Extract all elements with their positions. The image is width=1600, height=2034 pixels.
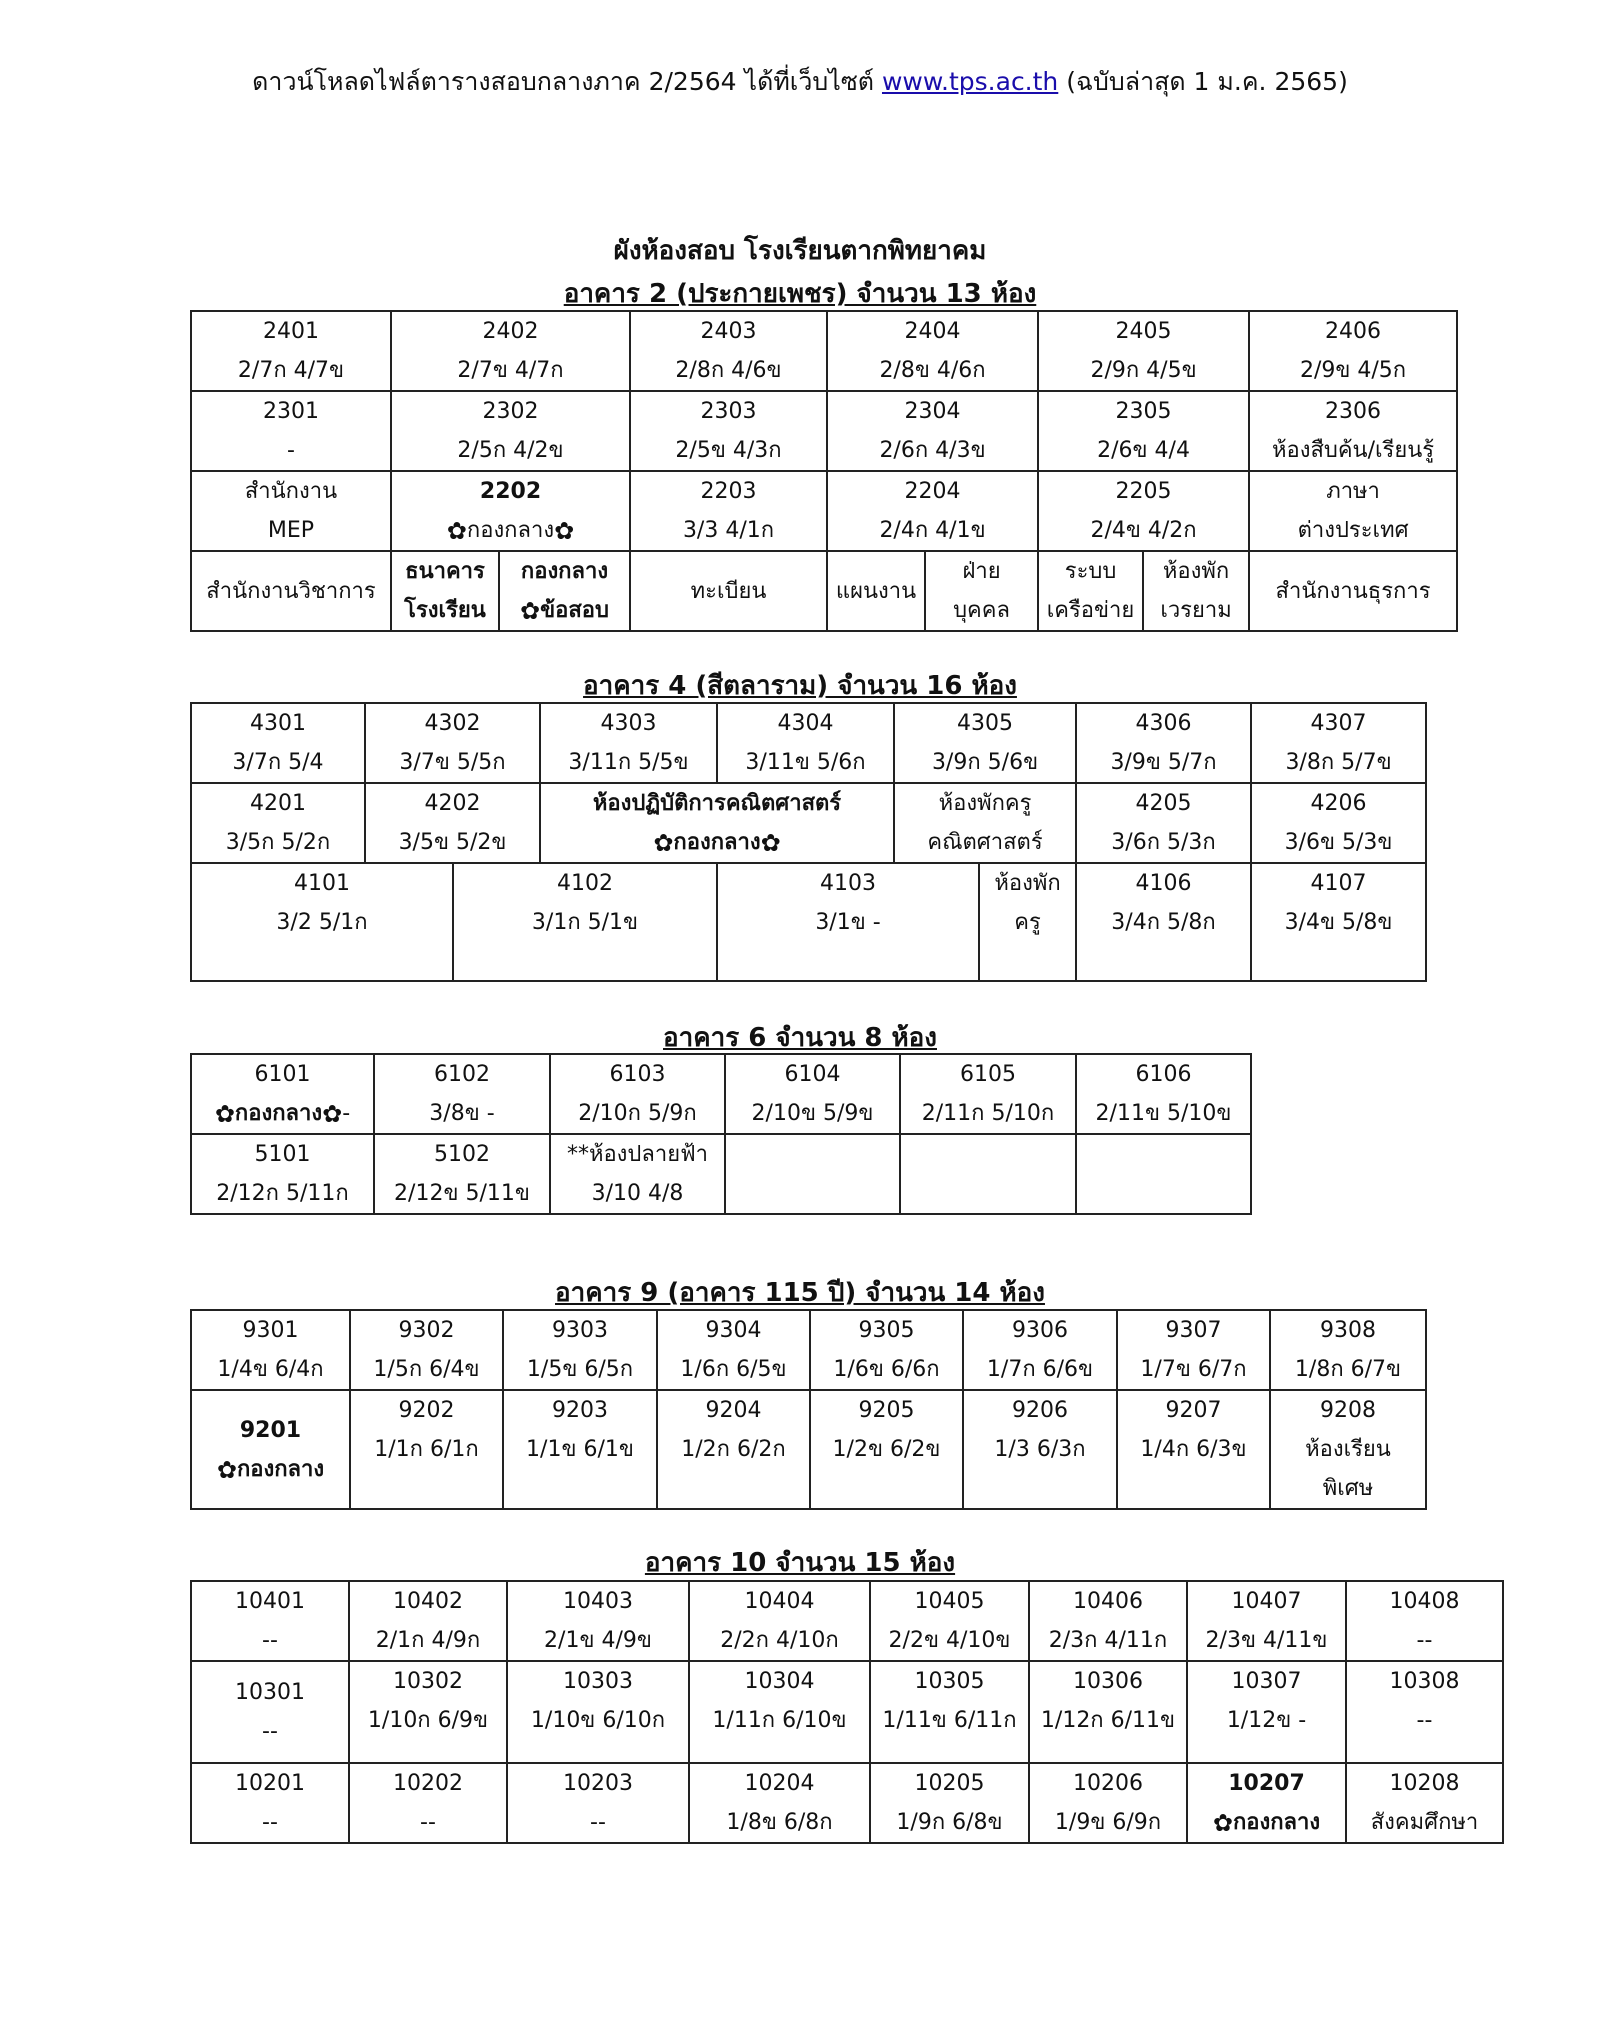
teacher-room-cell: ห้องพักครู คณิตศาสตร์ xyxy=(894,783,1076,863)
room-cell: 4103 3/1ข - xyxy=(717,863,979,981)
room-cell: 2205 2/4ข 4/2ก xyxy=(1038,471,1249,551)
room-cell: 4102 3/1ก 5/1ข xyxy=(453,863,717,981)
gear-icon: ✿ xyxy=(554,517,575,545)
building-9-title: อาคาร 9 (อาคาร 115 ปี) จำนวน 14 ห้อง xyxy=(555,1278,1045,1308)
building-9-table xyxy=(190,1309,1427,1510)
table-row xyxy=(191,1310,1426,1390)
empty-cell xyxy=(1076,1134,1251,1214)
room-cell: 2402 2/7ข 4/7ก xyxy=(391,311,630,391)
download-note xyxy=(0,62,1600,102)
room-cell: 9306 1/7ก 6/6ข xyxy=(963,1310,1117,1390)
room-cell: 9308 1/8ก 6/7ข xyxy=(1270,1310,1426,1390)
office-cell: ฝ่าย บุคคล xyxy=(925,551,1038,631)
room-cell: 2403 2/8ก 4/6ข xyxy=(630,311,827,391)
room-cell: 6102 3/8ข - xyxy=(374,1054,550,1134)
room-cell: 2303 2/5ข 4/3ก xyxy=(630,391,827,471)
table-row xyxy=(191,311,1457,391)
room-cell: 2304 2/6ก 4/3ข xyxy=(827,391,1038,471)
gear-icon: ✿ xyxy=(653,829,674,857)
room-cell: 10202 -- xyxy=(349,1763,507,1843)
room-cell: 9206 1/3 6/3ก xyxy=(963,1390,1117,1509)
math-lab-cell: ห้องปฏิบัติการคณิตศาสตร์ ✿กองกลาง✿ xyxy=(540,783,894,863)
version-note: (ฉบับล่าสุด 1 ม.ค. 2565) xyxy=(1058,67,1348,96)
gear-icon: ✿ xyxy=(1212,1809,1233,1837)
room-cell: 4302 3/7ข 5/5ก xyxy=(365,703,540,783)
room-cell: 10408 -- xyxy=(1346,1581,1503,1661)
building-4-title: อาคาร 4 (สีตลาราม) จำนวน 16 ห้อง xyxy=(583,671,1017,701)
central-room-cell: 6101 ✿กองกลาง✿- xyxy=(191,1054,374,1134)
room-cell: 10305 1/11ข 6/11ก xyxy=(870,1661,1029,1763)
gear-icon: ✿ xyxy=(322,1100,343,1128)
room-cell: 10301 -- xyxy=(191,1661,349,1763)
table-row xyxy=(191,391,1457,471)
table-row xyxy=(191,1581,1503,1661)
room-cell: 6103 2/10ก 5/9ก xyxy=(550,1054,725,1134)
room-cell: 9304 1/6ก 6/5ข xyxy=(657,1310,810,1390)
room-cell: 10206 1/9ข 6/9ก xyxy=(1029,1763,1187,1843)
room-cell: 4106 3/4ก 5/8ก xyxy=(1076,863,1251,981)
room-cell: 10204 1/8ข 6/8ก xyxy=(689,1763,870,1843)
room-cell: 2404 2/8ข 4/6ก xyxy=(827,311,1038,391)
room-cell: 10405 2/2ข 4/10ข xyxy=(870,1581,1029,1661)
table-row xyxy=(191,1661,1503,1763)
office-cell: สำนักงานวิชาการ xyxy=(191,551,391,631)
room-cell: 2302 2/5ก 4/2ข xyxy=(391,391,630,471)
room-cell: 5101 2/12ก 5/11ก xyxy=(191,1134,374,1214)
room-cell: 9203 1/1ข 6/1ข xyxy=(503,1390,657,1509)
building-10-title: อาคาร 10 จำนวน 15 ห้อง xyxy=(644,1548,956,1578)
room-cell: 4307 3/8ก 5/7ข xyxy=(1251,703,1426,783)
room-cell: 4205 3/6ก 5/3ก xyxy=(1076,783,1251,863)
room-cell: 2406 2/9ข 4/5ก xyxy=(1249,311,1457,391)
room-cell: 4101 3/2 5/1ก xyxy=(191,863,453,981)
room-cell: 10404 2/2ก 4/10ก xyxy=(689,1581,870,1661)
table-row xyxy=(191,703,1426,783)
gear-icon: ✿ xyxy=(760,829,781,857)
table-row xyxy=(191,1054,1251,1134)
room-cell: สำนักงาน MEP xyxy=(191,471,391,551)
table-row xyxy=(191,1134,1251,1214)
central-room-cell: 9201 ✿กองกลาง xyxy=(191,1390,350,1509)
room-cell: 10203 -- xyxy=(507,1763,689,1843)
table-row xyxy=(191,1390,1426,1509)
room-cell: 4301 3/7ก 5/4 xyxy=(191,703,365,783)
gear-icon: ✿ xyxy=(520,597,541,625)
room-cell: 4303 3/11ก 5/5ข xyxy=(540,703,717,783)
room-cell: 4206 3/6ข 5/3ข xyxy=(1251,783,1426,863)
room-cell: 2301 - xyxy=(191,391,391,471)
room-cell: 10407 2/3ข 4/11ข xyxy=(1187,1581,1346,1661)
empty-cell xyxy=(900,1134,1076,1214)
table-row xyxy=(191,1763,1503,1843)
room-cell: 10401 -- xyxy=(191,1581,349,1661)
room-cell: 10205 1/9ก 6/8ข xyxy=(870,1763,1029,1843)
room-cell: 9305 1/6ข 6/6ก xyxy=(810,1310,963,1390)
exam-center-cell: กองกลาง ✿ข้อสอบ xyxy=(499,551,630,631)
room-cell: 10303 1/10ข 6/10ก xyxy=(507,1661,689,1763)
empty-cell xyxy=(725,1134,900,1214)
room-cell: 10406 2/3ก 4/11ก xyxy=(1029,1581,1187,1661)
room-cell: 9204 1/2ก 6/2ก xyxy=(657,1390,810,1509)
room-cell: 10302 1/10ก 6/9ข xyxy=(349,1661,507,1763)
room-cell: 10308 -- xyxy=(1346,1661,1503,1763)
page-title: ผังห้องสอบ โรงเรียนตากพิทยาคม xyxy=(613,236,987,266)
room-cell: 2204 2/4ก 4/1ข xyxy=(827,471,1038,551)
building-4-table xyxy=(190,702,1427,982)
office-cell: ระบบ เครือข่าย xyxy=(1038,551,1143,631)
room-cell: 9302 1/5ก 6/4ข xyxy=(350,1310,503,1390)
bank-cell: ธนาคาร โรงเรียน xyxy=(391,551,499,631)
room-cell: 2405 2/9ก 4/5ข xyxy=(1038,311,1249,391)
gear-icon: ✿ xyxy=(214,1100,235,1128)
room-cell: 4107 3/4ข 5/8ข xyxy=(1251,863,1426,981)
room-cell: 10201 -- xyxy=(191,1763,349,1843)
gear-icon: ✿ xyxy=(446,517,467,545)
table-row xyxy=(191,551,1457,631)
office-cell: แผนงาน xyxy=(827,551,925,631)
office-cell: สำนักงานธุรการ xyxy=(1249,551,1457,631)
room-cell: 5102 2/12ข 5/11ข xyxy=(374,1134,550,1214)
room-cell: 4304 3/11ข 5/6ก xyxy=(717,703,894,783)
room-cell: 10304 1/11ก 6/10ข xyxy=(689,1661,870,1763)
room-cell: 9303 1/5ข 6/5ก xyxy=(503,1310,657,1390)
room-cell: 4305 3/9ก 5/6ข xyxy=(894,703,1076,783)
central-room-cell: 2202 ✿กองกลาง✿ xyxy=(391,471,630,551)
room-cell: 10403 2/1ข 4/9ข xyxy=(507,1581,689,1661)
table-row xyxy=(191,863,1426,981)
room-cell: 10402 2/1ก 4/9ก xyxy=(349,1581,507,1661)
room-cell: 9205 1/2ข 6/2ข xyxy=(810,1390,963,1509)
room-cell: 9307 1/7ข 6/7ก xyxy=(1117,1310,1270,1390)
room-cell: 2401 2/7ก 4/7ข xyxy=(191,311,391,391)
room-cell: 10208 สังคมศึกษา xyxy=(1346,1763,1503,1843)
building-6-table xyxy=(190,1053,1252,1215)
office-cell: ห้องพัก เวรยาม xyxy=(1143,551,1249,631)
room-cell: 2305 2/6ข 4/4 xyxy=(1038,391,1249,471)
room-cell: **ห้องปลายฟ้า 3/10 4/8 xyxy=(550,1134,725,1214)
table-row xyxy=(191,471,1457,551)
room-cell: 9202 1/1ก 6/1ก xyxy=(350,1390,503,1509)
room-cell: 2306 ห้องสืบค้น/เรียนรู้ xyxy=(1249,391,1457,471)
room-cell: 4306 3/9ข 5/7ก xyxy=(1076,703,1251,783)
central-room-cell: 10207 ✿กองกลาง xyxy=(1187,1763,1346,1843)
office-cell: ทะเบียน xyxy=(630,551,827,631)
room-cell: 6105 2/11ก 5/10ก xyxy=(900,1054,1076,1134)
room-cell: ภาษา ต่างประเทศ xyxy=(1249,471,1457,551)
room-cell: 9207 1/4ก 6/3ข xyxy=(1117,1390,1270,1509)
building-6-title: อาคาร 6 จำนวน 8 ห้อง xyxy=(663,1023,937,1053)
room-cell: 10306 1/12ก 6/11ข xyxy=(1029,1661,1187,1763)
download-note-text: ดาวน์โหลดไฟล์ตารางสอบกลางภาค 2/2564 ได้ที่เว็บไซต์ xyxy=(252,67,882,96)
room-cell: 4202 3/5ข 5/2ข xyxy=(365,783,540,863)
building-2-table xyxy=(190,310,1458,632)
room-cell: 10307 1/12ข - xyxy=(1187,1661,1346,1763)
room-cell: 2203 3/3 4/1ก xyxy=(630,471,827,551)
building-10-table xyxy=(190,1580,1504,1844)
gear-icon: ✿ xyxy=(216,1455,237,1484)
special-room-cell: 9208 ห้องเรียน พิเศษ xyxy=(1270,1390,1426,1509)
room-cell: 6106 2/11ข 5/10ข xyxy=(1076,1054,1251,1134)
room-cell: 9301 1/4ข 6/4ก xyxy=(191,1310,350,1390)
building-2-title: อาคาร 2 (ประกายเพชร) จำนวน 13 ห้อง xyxy=(563,279,1037,309)
table-row xyxy=(191,783,1426,863)
teacher-room-cell: ห้องพัก ครู xyxy=(979,863,1076,981)
website-link[interactable]: www.tps.ac.th xyxy=(881,67,1059,96)
room-cell: 6104 2/10ข 5/9ข xyxy=(725,1054,900,1134)
room-cell: 4201 3/5ก 5/2ก xyxy=(191,783,365,863)
